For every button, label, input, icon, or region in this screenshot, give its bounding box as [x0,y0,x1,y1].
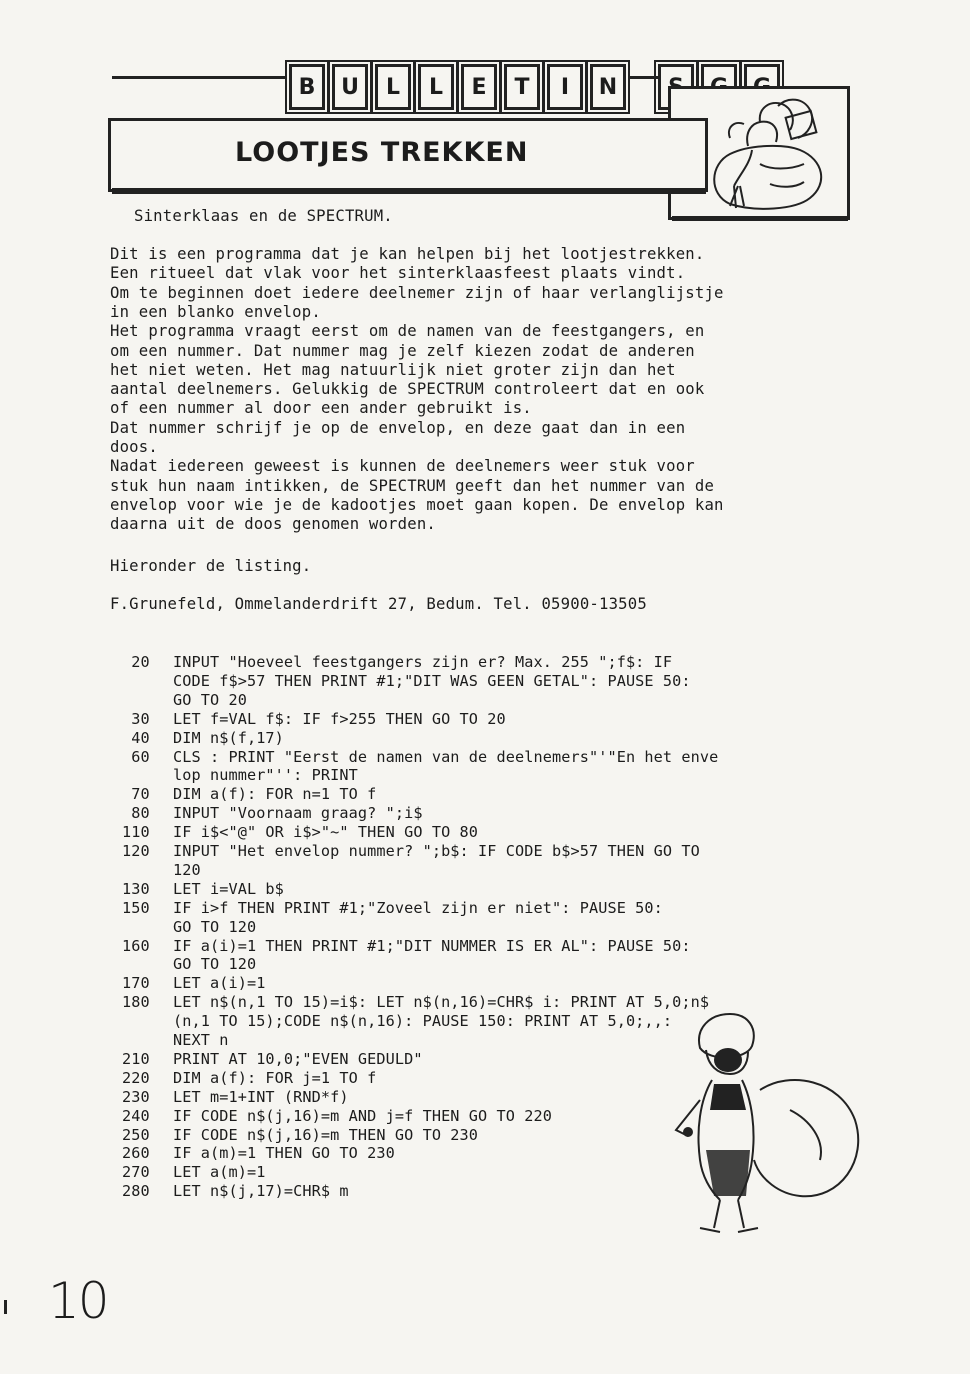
listing-statement: IF CODE n$(j,16)=m AND j=f THEN GO TO 220 [173,1106,552,1125]
listing-line-number: 210 [122,1049,150,1068]
listing-statement: lop nummer"'': PRINT [173,766,358,785]
listing-statement: NEXT n [173,1031,229,1049]
listing-statement: IF i>f THEN PRINT #1;"Zoveel zijn er niet": PAUSE 50: [173,898,663,917]
listing-statement: INPUT "Het envelop nummer? ";b$: IF CODE b$>57 THEN GO TO [173,842,700,860]
listing-line-number: 250 [122,1125,150,1144]
listing-statement: CODE f$>57 THEN PRINT #1;"DIT WAS GEEN GETAL": PAUSE 50: [173,671,691,690]
listing-statement: IF i$<"@" OR i$>"~" THEN GO TO 80 [173,823,479,842]
listing-statement: LET f=VAL f$: IF f>255 THEN GO TO 20 [173,709,506,728]
listing-line-number: 280 [122,1182,150,1201]
listing-statement: LET m=1+INT (RND*f) [173,1087,349,1106]
body-line: Een ritueel dat vlak voor het sinterklaasfeest plaats vindt. [110,264,686,283]
listing-line-number: 260 [122,1144,150,1163]
listing-line-number: 20 [122,653,150,671]
masthead-letter: L [375,64,411,110]
author-line: F.Grunefeld, Ommelanderdrift 27, Bedum. Tel. 05900-13505 [110,595,647,613]
listing-line-number: 170 [122,974,150,993]
body-line: of een nummer al door een ander gebruikt is. [110,399,532,418]
listing-statement: IF a(m)=1 THEN GO TO 230 [173,1144,395,1163]
listing-line-number: 60 [122,747,150,766]
listing-statement: LET a(i)=1 [173,974,266,993]
listing-line-number: 110 [122,823,150,842]
listing-statement: INPUT "Hoeveel feestgangers zijn er? Max. 255 ";f$: IF [173,653,673,671]
body-line: om een nummer. Dat nummer mag je zelf kiezen zodat de anderen [110,341,695,360]
listing-line-number: 150 [122,898,150,917]
listing-statement: (n,1 TO 15);CODE n$(n,16): PAUSE 150: PRINT AT 5,0;,,: [173,1012,673,1031]
listing-statement: LET n$(n,1 TO 15)=i$: LET n$(n,16)=CHR$ i: PRINT AT 5,0;n$ [173,993,710,1012]
masthead-letter: E [461,64,497,110]
illustration-frame-shadow [672,216,848,221]
listing-line-number: 130 [122,879,150,898]
body-line: stuk hun naam intikken, de SPECTRUM geeft dan het nummer van de [110,476,715,495]
listing-statement: INPUT "Voornaam graag? ";i$ [173,804,423,823]
listing-statement: IF a(i)=1 THEN PRINT #1;"DIT NUMMER IS ER AL": PAUSE 50: [173,936,691,955]
listing-line-number: 120 [122,842,150,860]
listing-statement: CLS : PRINT "Eerst de namen van de deelnemers"'"En het enve [173,747,719,766]
listing-line-number: 230 [122,1087,150,1106]
title-box-shadow [112,188,706,194]
listing-statement: GO TO 20 [173,690,247,709]
listing-statement: LET a(m)=1 [173,1163,266,1182]
masthead-letter: N [590,64,626,110]
margin-mark [4,1300,7,1314]
sack-of-gifts-icon [700,94,840,212]
body-line: doos. [110,438,158,456]
listing-statement: LET i=VAL b$ [173,879,284,898]
masthead-letter: B [289,64,325,110]
article-subtitle: Sinterklaas en de SPECTRUM. [134,207,393,225]
listing-intro: Hieronder de listing. [110,557,312,575]
listing-statement: IF CODE n$(j,16)=m THEN GO TO 230 [173,1125,479,1144]
listing-line-number: 240 [122,1106,150,1125]
listing-line-number: 220 [122,1068,150,1087]
listing-line-number: 70 [122,785,150,804]
body-line: Dat nummer schrijf je op de envelop, en deze gaat dan in een [110,418,686,437]
body-line: Het programma vraagt eerst om de namen van de feestgangers, en [110,322,705,341]
body-line: in een blanko envelop. [110,302,321,321]
listing-statement: DIM a(f): FOR n=1 TO f [173,785,377,804]
listing-statement: DIM n$(f,17) [173,728,284,747]
body-line: envelop voor wie je de kadootjes moet gaan kopen. De envelop kan [110,495,724,514]
listing-statement: LET n$(j,17)=CHR$ m [173,1182,349,1201]
page-number: 10 [48,1272,108,1330]
masthead-letter: I [547,64,583,110]
listing-line-number: 40 [122,728,150,747]
listing-line-number: 80 [122,804,150,823]
article-title: LOOTJES TREKKEN [235,137,529,168]
listing-line-number: 180 [122,993,150,1012]
masthead-letter: U [332,64,368,110]
body-line: het niet weten. Het mag natuurlijk niet groter zijn dan het [110,360,676,379]
listing-statement: GO TO 120 [173,917,257,936]
body-line: Om te beginnen doet iedere deelnemer zijn of haar verlanglijstje [110,283,724,302]
body-line: Nadat iedereen geweest is kunnen de deelnemers weer stuk voor [110,457,695,476]
masthead-rule-left [112,76,287,79]
body-line: Dit is een programma dat je kan helpen bij het lootjestrekken. [110,245,705,263]
black-pete-with-sack-icon [640,1000,870,1240]
listing-statement: PRINT AT 10,0;"EVEN GEDULD" [173,1049,423,1068]
listing-line-number: 270 [122,1163,150,1182]
listing-line-number: 30 [122,709,150,728]
masthead-letter: T [504,64,540,110]
listing-line-number: 160 [122,936,150,955]
listing-statement: DIM a(f): FOR j=1 TO f [173,1068,377,1087]
listing-statement: 120 [173,860,201,879]
listing-statement: GO TO 120 [173,955,257,974]
body-line: daarna uit de doos genomen worden. [110,515,436,534]
body-line: aantal deelnemers. Gelukkig de SPECTRUM controleert dat en ook [110,380,705,399]
masthead-letter: L [418,64,454,110]
